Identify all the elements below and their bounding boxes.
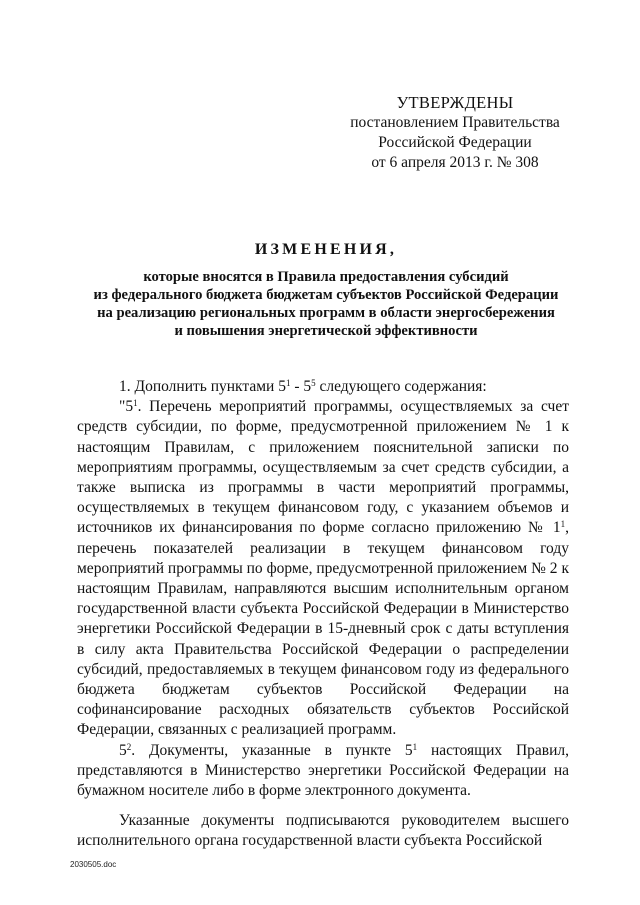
document-title: ИЗМЕНЕНИЯ,	[254, 241, 398, 258]
document-subtitle-line: которые вносятся в Правила предоставления субсидий	[143, 269, 509, 285]
file-name-footer: 2030505.doc	[70, 860, 117, 869]
text-run: , перечень показателей реализации в текущем финансовом году мероприятий программы по форме, предусмотренной приложением № 2 к настоящим Правилам, направляются высшим исполнительным органом государственной власти субъекта Российской Федерации в Министерство энергетики Российской Федерации в 15-дневный срок с даты вступления в силу акта Правительства Российской Федерации о распределении субсидий, предоставляемых в текущем финансовом году из федерального бюджета бюджетам субъектов Российской Федерации на софинансирование расходных обязательств субъектов Российской Федерации, связанных с реализацией программ.	[77, 519, 569, 739]
text-run: . Документы, указанные в пункте 5	[131, 741, 413, 759]
approval-line: постановлением Правительства	[350, 114, 560, 131]
text-run: "5	[119, 398, 134, 416]
document-subtitle-line: и повышения энергетической эффективности	[174, 323, 478, 339]
superscript: 1	[133, 398, 138, 409]
paragraph-point-5-1	[77, 397, 569, 740]
document-heading	[60, 240, 592, 340]
approval-date-number: от 6 апреля 2013 г. № 308	[371, 154, 539, 171]
paragraph-signing: Указанные документы подписываются руководителем высшего исполнительного органа государственной власти субъекта Российской	[77, 812, 569, 850]
text-run: 5	[119, 741, 127, 759]
document-subtitle-line: из федерального бюджета бюджетам субъектов Российской Федерации	[93, 287, 559, 303]
superscript: 2	[126, 741, 132, 752]
text-run: 1. Дополнить пунктами 5	[119, 378, 286, 395]
superscript: 5	[311, 378, 316, 388]
paragraph-item-1	[77, 377, 569, 397]
paragraph-point-5-2	[77, 741, 569, 802]
document-body	[77, 377, 569, 852]
document-subtitle-line: на реализацию региональных программ в области энергосбережения	[97, 305, 555, 321]
text-run: настоящих Правил, представляются в Министерство энергетики Российской Федерации на бумажном носителе либо в форме электронного документа.	[77, 741, 569, 800]
approval-title: УТВЕРЖДЕНЫ	[396, 93, 514, 112]
text-run: . Перечень мероприятий программы, осуществляемых за счет средств субсидии, по форме, предусмотренной приложением № 1 к настоящим Правилам, с приложением пояснительной записки по мероприятиям программы, осуществляемым за счет средств субсидии, а также выписка из программы в части мероприятий программы, осуществляемых в текущем финансовом году, с указанием объемов и источников их финансирования по форме согласно приложению № 1	[77, 398, 569, 537]
text-run: следующего содержания:	[315, 378, 487, 395]
superscript: 1	[412, 741, 418, 752]
approval-line: Российской Федерации	[378, 134, 532, 151]
superscript: 1	[285, 378, 291, 388]
text-run: - 5	[290, 378, 312, 395]
approval-stamp	[340, 93, 570, 173]
superscript: 1	[560, 519, 566, 530]
